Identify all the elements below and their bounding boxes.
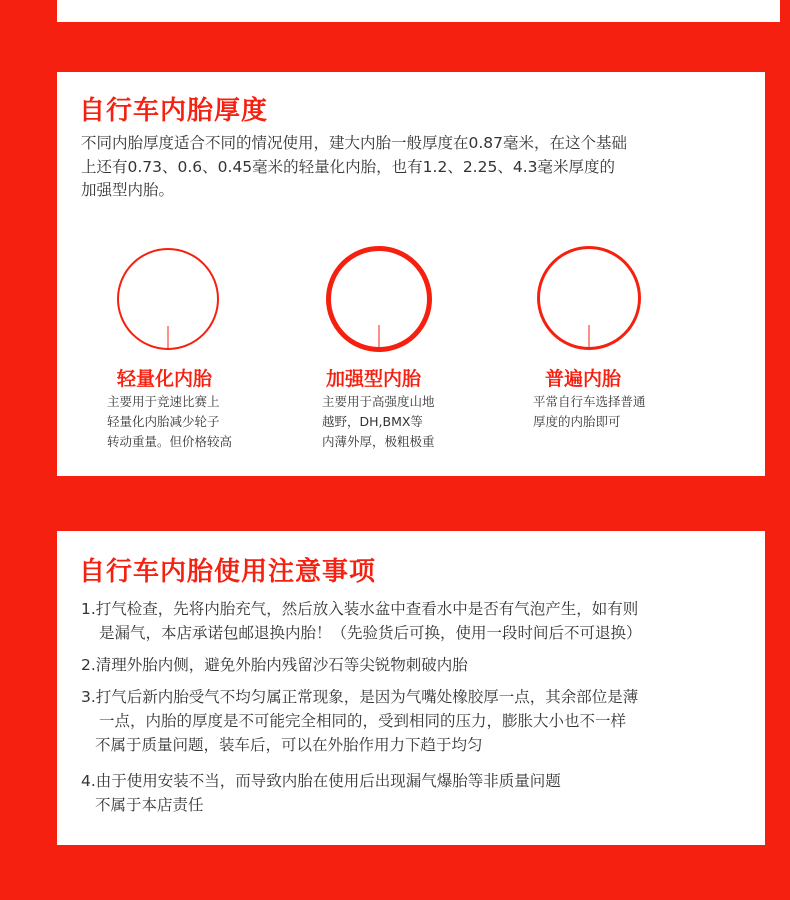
section-title: 自行车内胎使用注意事项 (79, 557, 377, 587)
desc-line: 内薄外厚，极粗极重 (322, 434, 435, 449)
thick-tube-icon (326, 246, 432, 352)
note-line: 1.打气检查，先将内胎充气，然后放入装水盆中查看水中是否有气泡产生，如有则 (81, 600, 639, 618)
intro-line: 不同内胎厚度适合不同的情况使用，建大内胎一般厚度在0.87毫米，在这个基础 (81, 134, 628, 152)
note-line: 是漏气，本店承诺包邮退换内胎！（先验货后可换，使用一段时间后不可退换） (99, 624, 642, 642)
tube-thickness-panel (57, 72, 765, 476)
note-line: 一点，内胎的厚度是不可能完全相同的，受到相同的压力，膨胀大小也不一样 (99, 712, 627, 730)
tube-type-cards (57, 238, 765, 458)
note-item (81, 597, 642, 645)
frame-corner (0, 476, 57, 531)
desc-line: 平常自行车选择普通 (533, 394, 646, 409)
intro-line: 上还有0.73、0.6、0.45毫米的轻量化内胎，也有1.2、2.25、4.3毫米厚度的 (81, 157, 615, 176)
note-item (81, 653, 468, 677)
card-light (87, 238, 297, 448)
card-title: 轻量化内胎 (117, 368, 213, 390)
desc-line: 厚度的内胎即可 (533, 414, 621, 429)
usage-notes-panel (57, 531, 765, 845)
card-reinforced (296, 238, 506, 448)
card-title: 加强型内胎 (326, 368, 422, 390)
note-line: 3.打气后新内胎受气不均匀属正常现象，是因为气嘴处橡胶厚一点，其余部位是薄 (81, 688, 639, 706)
desc-line: 主要用于竞速比赛上 (107, 394, 220, 409)
desc-line: 转动重量。但价格较高 (107, 434, 233, 449)
intro-text (81, 132, 721, 203)
top-strip (57, 0, 780, 22)
desc-line: 越野，DH,BMX等 (322, 414, 423, 429)
note-item (81, 769, 561, 817)
intro-line: 加强型内胎。 (81, 181, 175, 199)
valve-mark (168, 326, 169, 348)
valve-mark (379, 325, 380, 347)
card-description (322, 392, 435, 452)
note-item (81, 685, 638, 757)
standard-tube-icon (537, 246, 641, 350)
note-line: 4.由于使用安装不当，而导致内胎在使用后出现漏气爆胎等非质量问题 (81, 772, 561, 790)
desc-line: 轻量化内胎减少轮子 (107, 414, 220, 429)
note-line: 不属于质量问题，装车后，可以在外胎作用力下趋于均匀 (95, 736, 483, 754)
note-line: 不属于本店责任 (95, 796, 204, 814)
valve-mark (589, 325, 590, 347)
note-line: 2.清理外胎内侧，避免外胎内残留沙石等尖锐物刺破内胎 (81, 656, 468, 674)
thin-tube-icon (117, 248, 219, 350)
card-description (533, 392, 646, 432)
card-title: 普遍内胎 (545, 368, 622, 390)
card-standard (507, 238, 717, 448)
section-title: 自行车内胎厚度 (79, 96, 269, 126)
desc-line: 主要用于高强度山地 (322, 394, 435, 409)
card-description (107, 392, 232, 452)
